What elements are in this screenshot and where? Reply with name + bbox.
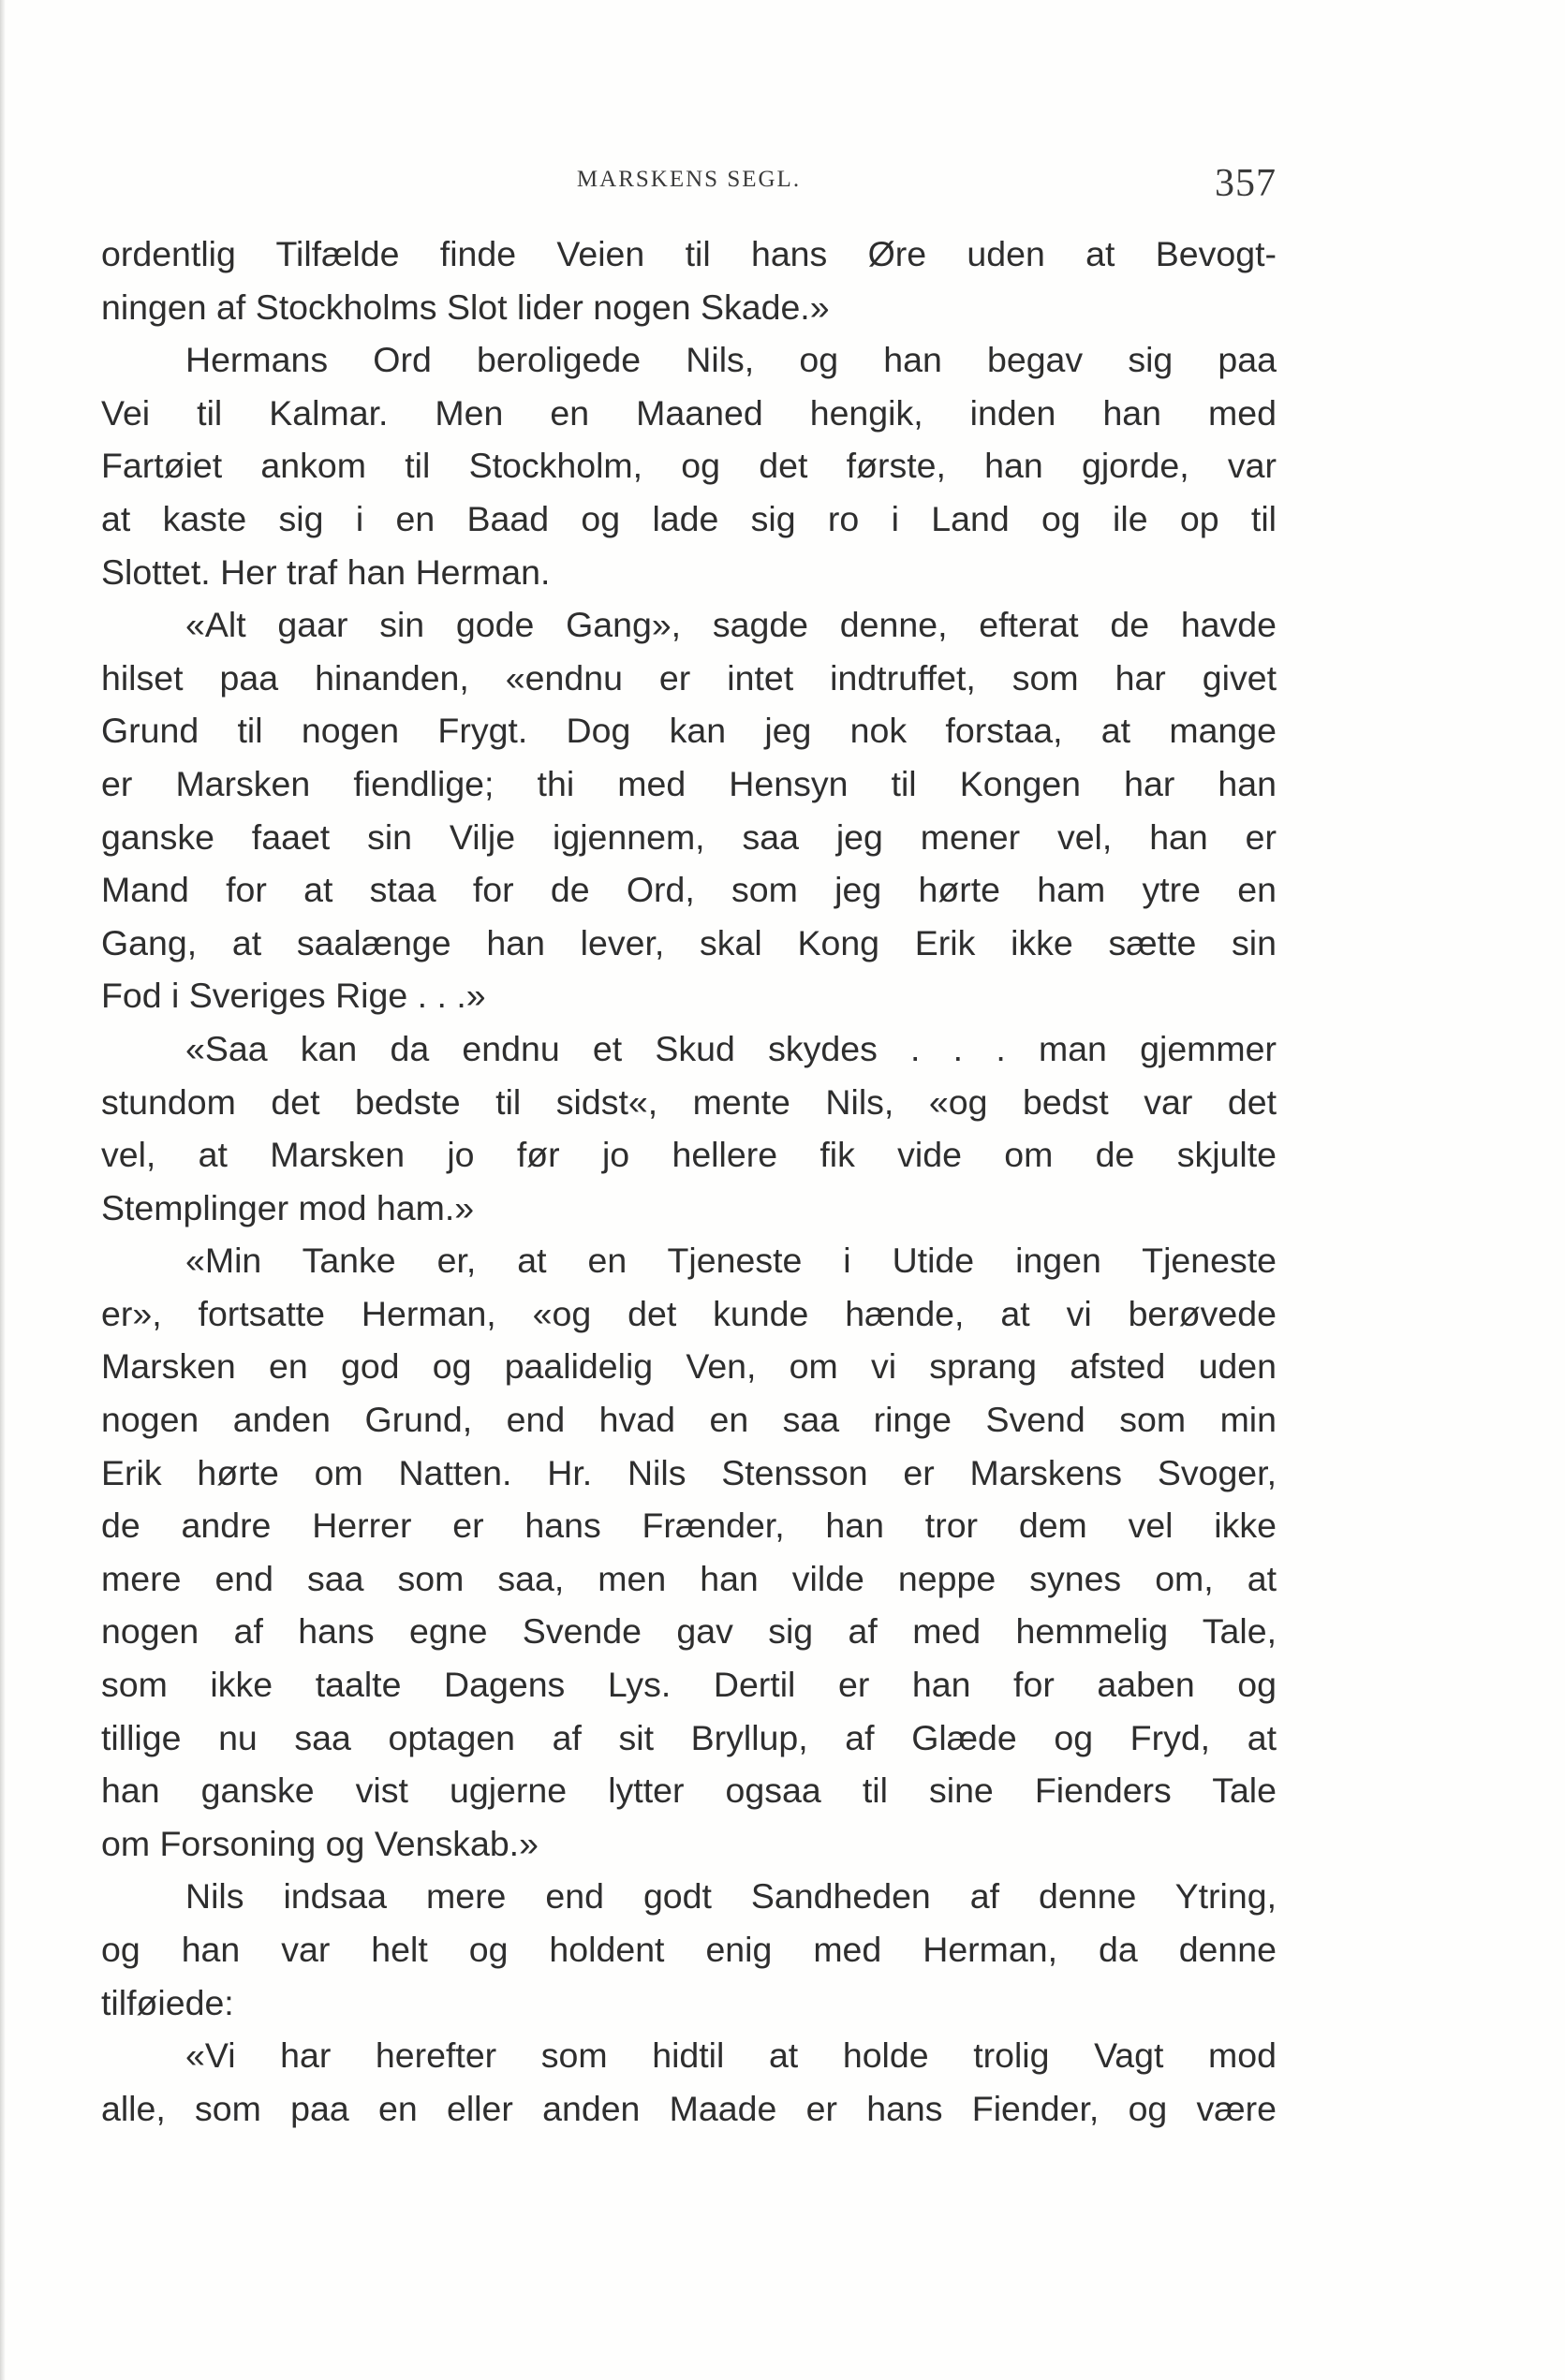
text-line: Vei til Kalmar. Men en Maaned hengik, inden han med [101,392,1277,433]
text-line: mere end saa som saa, men han vilde neppe synes om, at [101,1558,1277,1598]
text-line: Fartøiet ankom til Stockholm, og det første, han gjorde, var [101,446,1277,486]
text-line: om Forsoning og Venskab.» [101,1823,539,1863]
text-line: «Vi har herefter som hidtil at holde trolig Vagt mod [185,2035,1277,2076]
text-line: Grund til nogen Frygt. Dog kan jeg nok forstaa, at mange [101,711,1277,751]
running-title: MARSKENS SEGL. [576,167,802,192]
text-line: Fod i Sveriges Rige . . .» [101,976,486,1016]
text-line: Slottet. Her traf han Herman. [101,551,551,592]
text-line: hilset paa hinanden, «endnu er intet indtruffet, som har givet [101,657,1277,698]
text-line: Mand for at staa for de Ord, som jeg hørte ham ytre en [101,870,1277,910]
text-line: at kaste sig i en Baad og lade sig ro i Land og ile op til [101,498,1277,538]
text-line: Stemplinger mod ham.» [101,1187,475,1227]
text-line: nogen af hans egne Svende gav sig af med hemmelig Tale, [101,1611,1277,1652]
text-line: «Min Tanke er, at en Tjeneste i Utide ingen Tjeneste [185,1241,1277,1281]
text-line: er», fortsatte Herman, «og det kunde hænde, at vi berøvede [101,1293,1277,1333]
text-line: tilføiede: [101,1982,234,2022]
running-head [101,161,1277,208]
text-line: Marsken en god og paalidelig Ven, om vi sprang afsted uden [101,1346,1277,1387]
text-line: nogen anden Grund, end hvad en saa ringe Svend som min [101,1400,1277,1440]
text-line: som ikke taalte Dagens Lys. Dertil er han for aaben og [101,1665,1277,1705]
text-line: ganske faaet sin Vilje igjennem, saa jeg mener vel, han er [101,816,1277,857]
text-line: «Alt gaar sin gode Gang», sagde denne, efterat de havde [185,605,1277,645]
text-line: vel, at Marsken jo før jo hellere fik vide om de skjulte [101,1135,1277,1175]
page-edge-shadow [0,0,6,2380]
body-text [101,228,1277,2135]
text-line: Nils indsaa mere end godt Sandheden af denne Ytring, [185,1876,1277,1917]
text-line: Erik hørte om Natten. Hr. Nils Stensson er Marskens Svoger, [101,1452,1277,1492]
text-line: er Marsken fiendlige; thi med Hensyn til Kongen har han [101,763,1277,803]
text-line: han ganske vist ugjerne lytter ogsaa til sine Fienders Tale [101,1770,1277,1811]
text-line: de andre Herrer er hans Frænder, han tror dem vel ikke [101,1506,1277,1546]
text-line: ordentlig Tilfælde finde Veien til hans Øre uden at Bevogt- [101,234,1277,273]
text-line: tillige nu saa optagen af sit Bryllup, af Glæde og Fryd, at [101,1717,1277,1757]
text-line: alle, som paa en eller anden Maade er hans Fiender, og være [101,2088,1277,2128]
text-line: stundom det bedste til sidst«, mente Nils, «og bedst var det [101,1081,1277,1122]
text-line: Hermans Ord beroligede Nils, og han begav sig paa [185,340,1277,380]
text-line: «Saa kan da endnu et Skud skydes . . . man gjemmer [185,1028,1277,1068]
text-line: ningen af Stockholms Slot lider nogen Skade.» [101,286,830,327]
page-number: 357 [1215,162,1277,205]
text-line: Gang, at saalænge han lever, skal Kong Erik ikke sætte sin [101,922,1277,962]
text-line: og han var helt og holdent enig med Herman, da denne [101,1930,1277,1969]
